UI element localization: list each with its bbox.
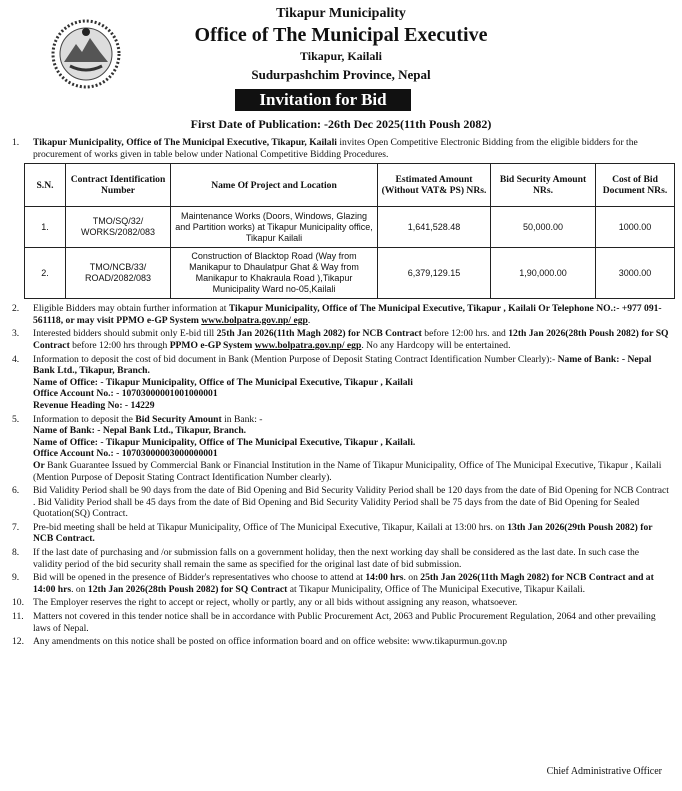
list-item: 11. Matters not covered in this tender notice shall be in accordance with Public Procurement Act, 2063 and Public Procurement Regulation, 2064 and other prevailing laws of Nepal. [12, 611, 656, 634]
table-header-row [25, 164, 675, 207]
works-table [24, 163, 675, 299]
list-item: 12. Any amendments on this notice shall be posted on office information board and on office website: www.tikapurmun.gov.np [12, 636, 507, 648]
col-cost: Cost of Bid Document NRs. [596, 164, 675, 207]
list-item: 6. Bid Validity Period shall be 90 days from the date of Bid Opening and Bid Security Validity Period shall be 120 days from the date of Bid Opening for NCB Contract . Bid Validity Period shall be 45 days from the date of Bid Opening and Bid Security Validity Period shall be 75 days from the date of Bid Opening for Sealed Quotation(SQ) Contract. [12, 485, 669, 520]
org-name: Tikapur Municipality [276, 6, 406, 21]
list-item: 2. Eligible Bidders may obtain further information at Tikapur Municipality, Office of The Municipal Executive, Tikapur , Kailali Or Telephone NO.:- +977 091-561118, or may visit PPMO e-GP System www.bolpatra.gov.np/ egp. [12, 303, 662, 326]
province-name: Sudurpashchim Province, Nepal [251, 67, 431, 82]
pub-label: First Date of Publication: [190, 117, 321, 131]
col-project: Name Of Project and Location [171, 164, 378, 207]
office-location: Tikapur, Kailali [299, 49, 383, 63]
table-row: 1. TMO/SQ/32/ WORKS/2082/083 Maintenance Works (Doors, Windows, Glazing and Partition works) at Tikapur Municipality office, Tikapur Kailali 1,641,528.48 50,000.00 1000.00 [25, 207, 675, 248]
bolpatra-link[interactable]: www.bolpatra.gov.np/ egp [254, 339, 362, 351]
col-bid-security: Bid Security Amount NRs. [491, 164, 596, 207]
list-item: 4. Information to deposit the cost of bid document in Bank (Mention Purpose of Deposit Stating Contract Identification Number Clearly):- Name of Bank: - Nepal Bank Ltd., Tikapur, Branch. Name of Office: - Tikapur Municipality, Office of The Municipal Executive, Tikapur , Kailali Office Account No.: - 10703000001001000001 Revenue Heading No: - 14229 [12, 353, 652, 411]
notice-header [0, 0, 682, 110]
bolpatra-link[interactable]: www.bolpatra.gov.np/ egp [201, 314, 308, 326]
table-row: 2. TMO/NCB/33/ ROAD/2082/083 Construction of Blacktop Road (Way from Manikapur to Dhaulatpur Ghat & Way from Manikapur to Khakraula Road ),Tikapur Municipality Ward no-05,Kailali 6,379,129.15 1,90,000.00 3000.00 [25, 248, 675, 299]
notice-body [12, 137, 670, 650]
list-item: 8. If the last date of purchasing and /or submission falls on a government holiday, then the next working day shall be considered as the last date. In such case the validity period of the bid security shall remain the same as specified for the original last date of bid submission. [12, 547, 640, 570]
col-sn: S.N. [25, 164, 66, 207]
list-item: 1. Tikapur Municipality, Office of The Municipal Executive, Tikapur, Kailali invites Open Competitive Electronic Bidding from the eligible bidders for the procurement of works given in table below under National Competitive Bidding Procedures. [12, 137, 638, 160]
list-item: 7. Pre-bid meeting shall be held at Tikapur Municipality, Office of The Municipal Executive, Tikapur, Kailali at 13:00 hrs. on 13th Jan 2026(29th Poush 2082) for NCB Contract. [12, 521, 653, 545]
list-item: 9. Bid will be opened in the presence of Bidder's representatives who choose to attend at 14:00 hrs. on 25th Jan 2026(11th Magh 2082) for NCB Contract and at 14:00 hrs. on 12th Jan 2026(28th Poush 2082) for SQ Contract at Tikapur Municipality, Office of The Municipal Executive, Tikapur Kailali. [12, 572, 654, 595]
list-item: 3. Interested bidders should submit only E-bid till 25th Jan 2026(11th Magh 2082) for NCB Contract before 12:00 hrs. and 12th Jan 2026(28th Poush 2082) for SQ Contract before 12:00 hrs through PPMO e-GP System www.bolpatra.gov.np/ egp. No any Hardcopy will be entertained. [12, 328, 669, 351]
signature-title: Chief Administrative Officer [546, 766, 662, 777]
pub-date: -26th Dec 2025(11th Poush 2082) [323, 117, 492, 131]
notice-title: Invitation for Bid [235, 89, 411, 111]
list-item: 5. Information to deposit the Bid Security Amount in Bank: - Name of Bank: - Nepal Bank Ltd., Tikapur, Branch. Name of Office: - Tikapur Municipality, Office of The Municipal Executive, Tikapur , Kailali. Office Account No.: - 10703000003000000001 Or Bank Guarantee Issued by Commercial Bank or Financial Institution in the Name of Tikapur Municipality, Office of The Municipal Executive, Tikapur , Kailali (Mention Purpose of Deposit Stating Contract Identification Number clearly). [12, 413, 662, 483]
office-name: Office of The Municipal Executive [194, 24, 488, 46]
list-item: 10. The Employer reserves the right to accept or reject, wholly or partly, any or all bids without assigning any reason, whatsoever. [12, 597, 518, 609]
publication-date [0, 117, 682, 132]
col-contract-id: Contract Identification Number [66, 164, 171, 207]
col-estimated: Estimated Amount (Without VAT& PS) NRs. [378, 164, 491, 207]
